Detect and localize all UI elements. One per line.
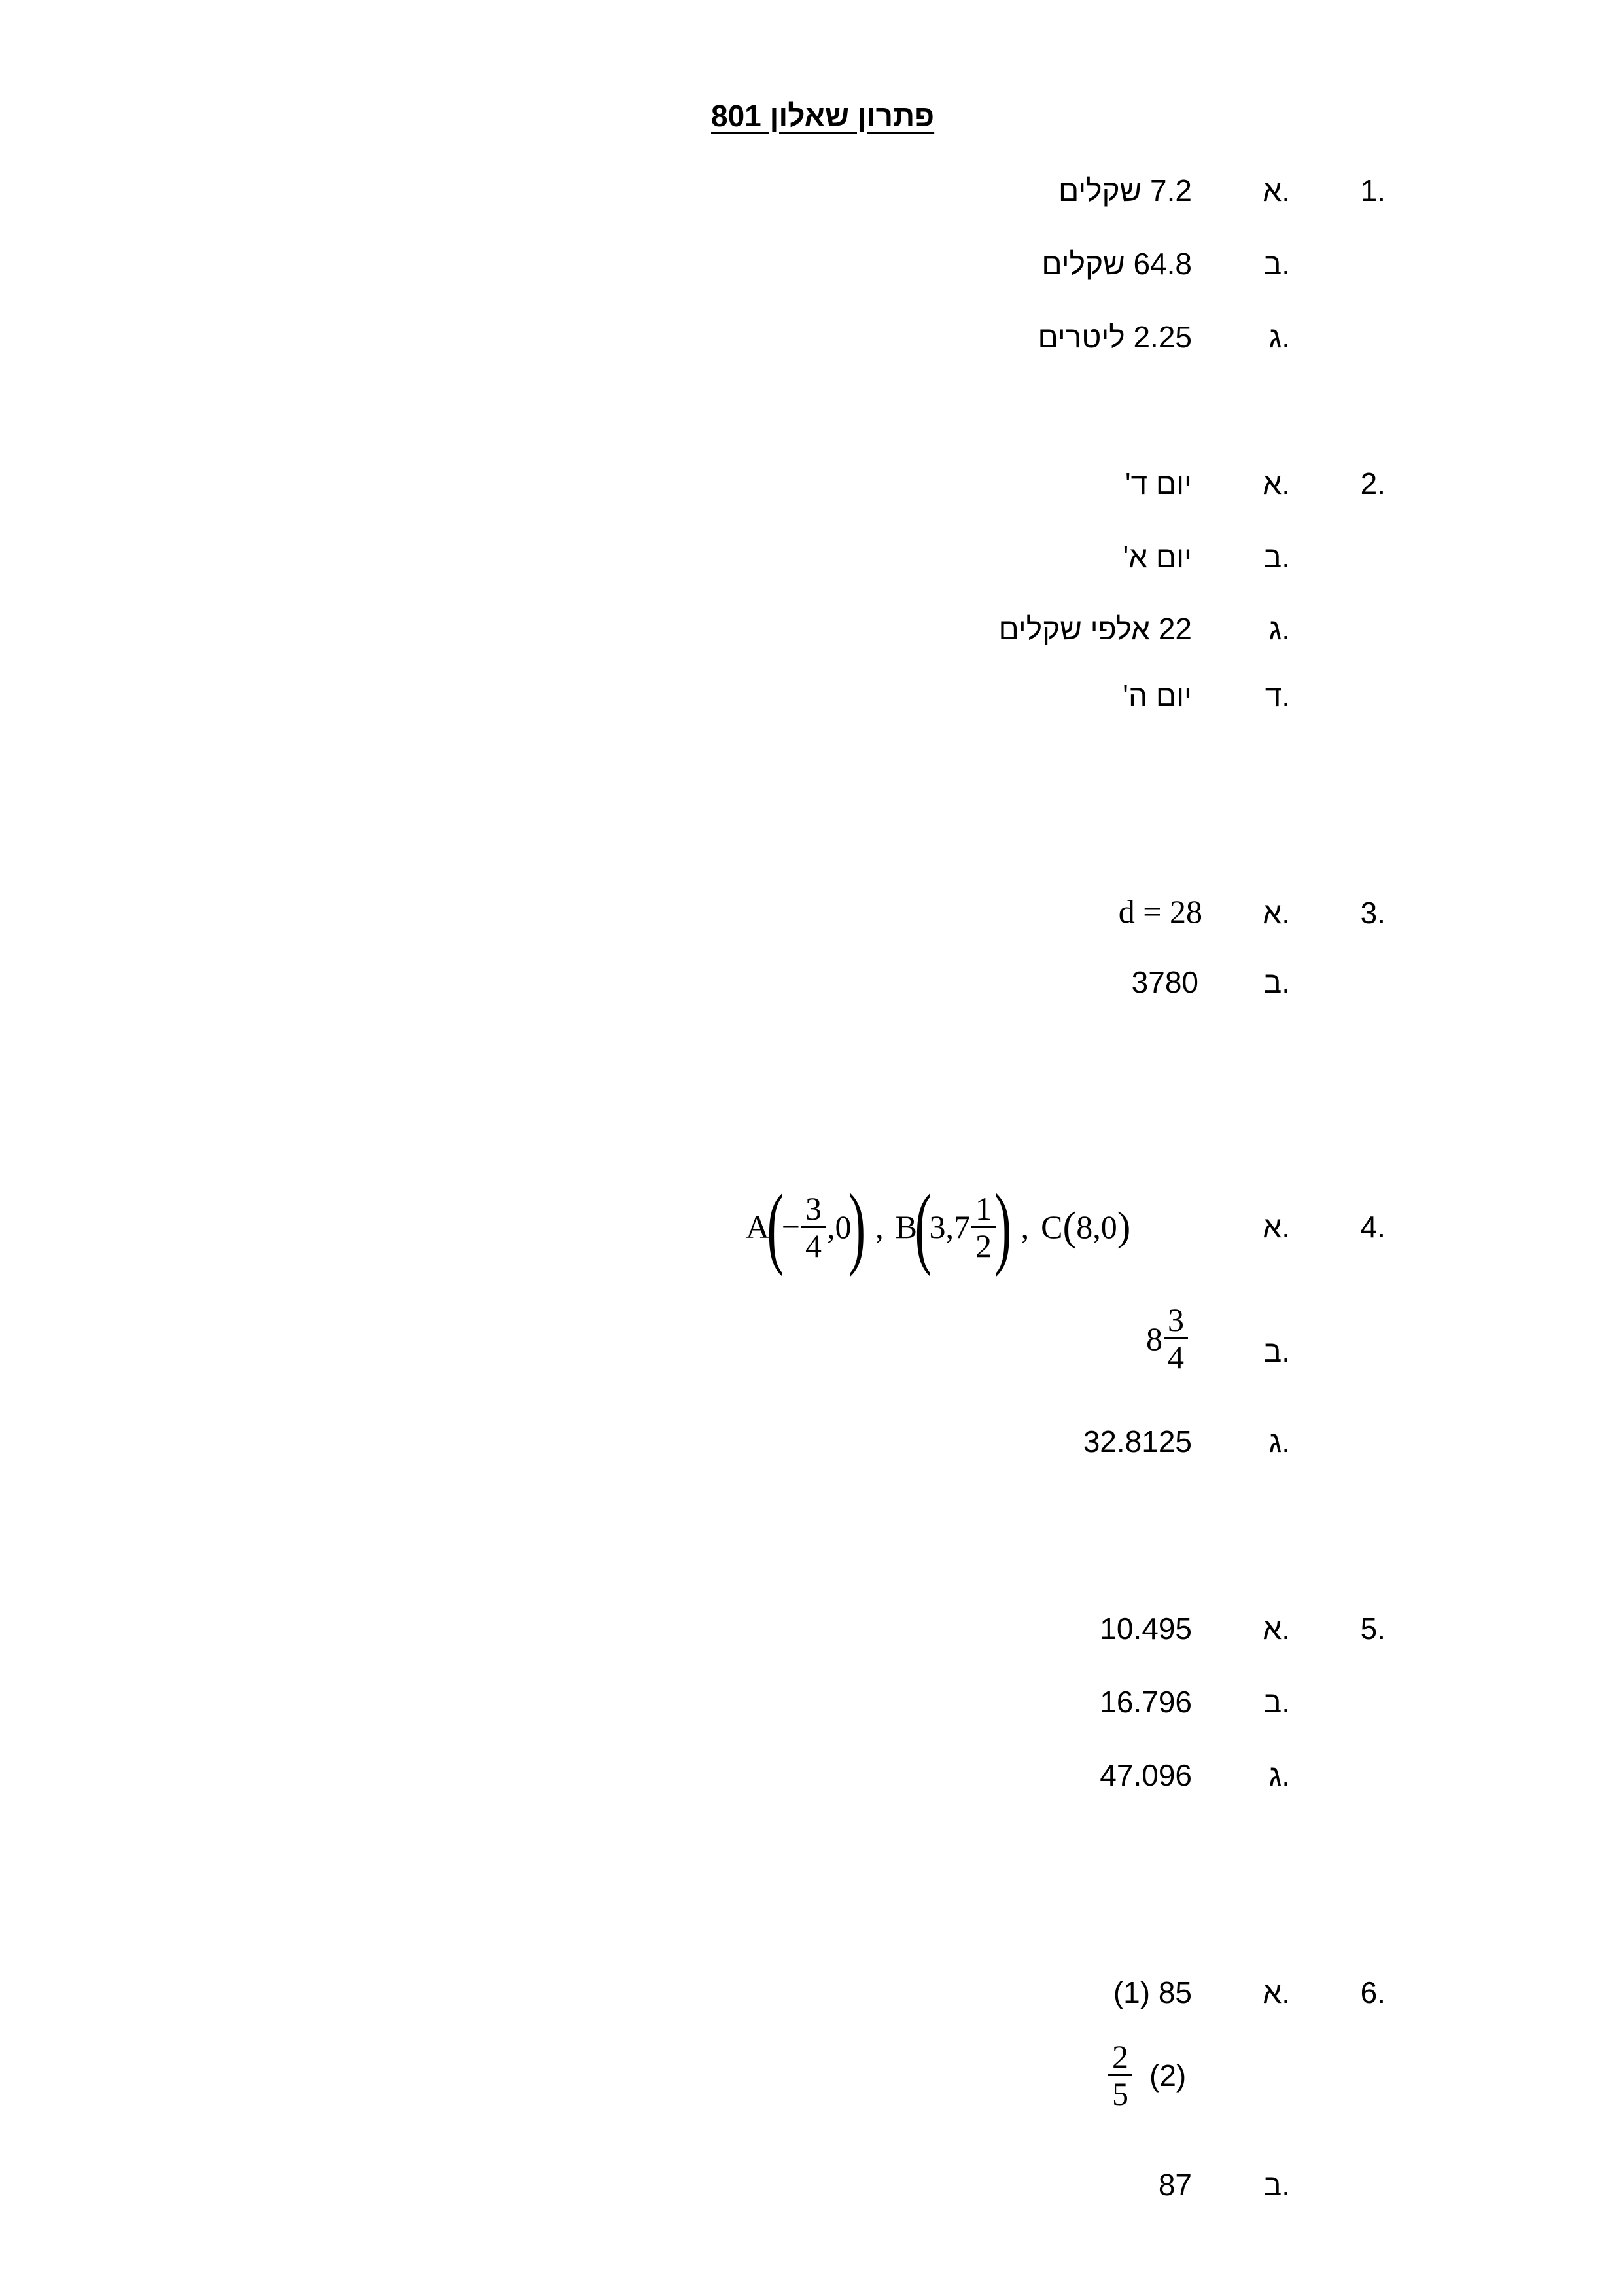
question-1c-answer: 2.25 ליטרים	[1038, 320, 1192, 354]
question-6b-answer: 87	[1158, 2168, 1192, 2202]
question-5-number: 5.	[1360, 1612, 1386, 1646]
close-paren-icon: )	[994, 1176, 1012, 1277]
question-4a-label: א.	[1263, 1210, 1290, 1244]
question-6-number: 6.	[1360, 1975, 1386, 2009]
question-2-number: 2.	[1360, 467, 1386, 501]
question-4a-answer	[746, 1178, 1130, 1276]
question-6a-label: א.	[1263, 1975, 1290, 2009]
question-3b-answer: 3780	[1131, 965, 1198, 999]
fraction-numerator: 1	[971, 1192, 996, 1228]
question-1a-label: א.	[1263, 173, 1290, 207]
fraction-denominator: 4	[1168, 1339, 1184, 1375]
question-5c-answer: 47.096	[1100, 1758, 1192, 1792]
fraction-denominator: 5	[1112, 2075, 1128, 2112]
mixed-whole: 8	[1146, 1320, 1162, 1357]
question-6a2-marker: (2)	[1149, 2058, 1187, 2093]
question-4c-answer: 32.8125	[1083, 1424, 1192, 1458]
question-2b-label: ב.	[1263, 540, 1290, 574]
question-2a-answer: יום ד'	[1125, 467, 1192, 501]
question-5c-label: ג.	[1268, 1758, 1290, 1792]
fraction-numerator: 3	[1164, 1303, 1188, 1339]
question-1a-answer: 7.2 שקלים	[1058, 173, 1192, 207]
question-2d-label: ד.	[1265, 679, 1290, 713]
page-title: פתרון שאלון 801	[711, 99, 935, 133]
separator: ,	[1021, 1209, 1030, 1245]
question-6b-label: ב.	[1263, 2168, 1290, 2202]
question-4b-fraction	[1164, 1303, 1188, 1373]
question-5a-label: א.	[1263, 1612, 1290, 1646]
point-a-sign: −	[781, 1209, 800, 1245]
question-1-number: 1.	[1360, 173, 1386, 207]
question-3a-label: א.	[1263, 896, 1290, 930]
separator: ,	[875, 1209, 884, 1245]
fraction-denominator: 2	[975, 1227, 992, 1264]
point-a-fraction	[801, 1192, 826, 1262]
question-4b-label: ב.	[1263, 1334, 1290, 1368]
point-b-lead: 3,7	[929, 1209, 971, 1245]
question-2c-label: ג.	[1268, 612, 1290, 646]
question-3a-answer: d = 28	[1118, 893, 1202, 930]
point-b-fraction	[971, 1192, 996, 1262]
fraction-denominator: 4	[805, 1227, 822, 1264]
question-1b-answer: 64.8 שקלים	[1041, 247, 1192, 281]
open-paren-icon: (	[915, 1176, 932, 1277]
question-1c-label: ג.	[1268, 320, 1290, 354]
question-5a-answer: 10.495	[1100, 1612, 1192, 1646]
close-paren-icon: )	[848, 1176, 866, 1277]
fraction-numerator: 3	[801, 1192, 826, 1228]
point-a-rest: ,0	[826, 1209, 852, 1245]
fraction-numerator: 2	[1108, 2040, 1132, 2076]
open-paren-icon: (	[767, 1176, 784, 1277]
question-6a1-answer: (1) 85	[1113, 1975, 1192, 2009]
question-5b-answer: 16.796	[1100, 1685, 1192, 1719]
question-2b-answer: יום א'	[1123, 540, 1192, 574]
question-2a-label: א.	[1263, 467, 1290, 501]
question-1b-label: ב.	[1263, 247, 1290, 281]
point-c-coords: 8,0	[1076, 1209, 1117, 1245]
question-2c-answer: 22 אלפי שקלים	[998, 612, 1192, 646]
question-5b-label: ב.	[1263, 1685, 1290, 1719]
point-b-name: B	[895, 1209, 917, 1245]
question-4c-label: ג.	[1268, 1424, 1290, 1458]
close-paren-icon: )	[1117, 1205, 1131, 1249]
question-4b-answer	[1146, 1303, 1189, 1373]
question-3b-label: ב.	[1263, 965, 1290, 999]
question-3-number: 3.	[1360, 896, 1386, 930]
question-6a2-fraction	[1108, 2040, 1132, 2110]
point-c-name: C	[1041, 1209, 1063, 1245]
question-4-number: 4.	[1360, 1210, 1386, 1244]
question-2d-answer: יום ה'	[1123, 679, 1192, 713]
point-a-name: A	[746, 1209, 770, 1245]
open-paren-icon: (	[1062, 1205, 1077, 1249]
question-6a2-answer	[1107, 2040, 1186, 2110]
